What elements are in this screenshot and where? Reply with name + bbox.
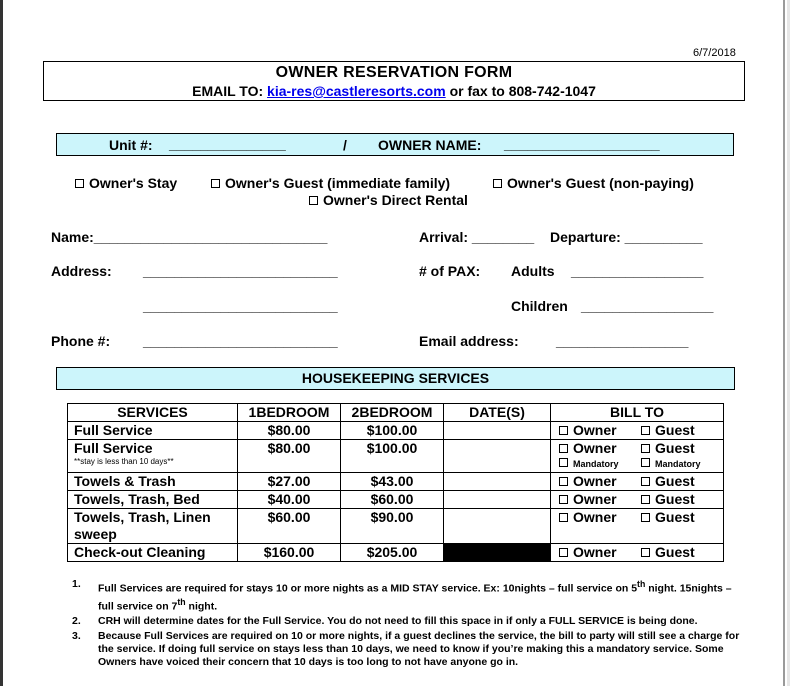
price-1bedroom: $60.00 [238, 509, 341, 544]
table-row [68, 422, 724, 440]
checkbox-icon[interactable] [641, 513, 650, 522]
checkbox-icon[interactable] [559, 495, 568, 504]
service-name: Towels & Trash [68, 473, 238, 491]
pax-label: # of PAX: [419, 263, 481, 279]
checkbox-icon[interactable] [309, 196, 318, 205]
bill-guest-option[interactable]: Guest [641, 509, 695, 525]
price-2bedroom: $43.00 [341, 473, 444, 491]
bill-to-cell [551, 509, 724, 544]
checkbox-icon[interactable] [641, 548, 650, 557]
bill-owner-option[interactable]: Owner [559, 509, 641, 526]
price-2bedroom: $205.00 [341, 544, 444, 562]
arrival-field[interactable]: Arrival: ________ [419, 229, 535, 245]
address-field-2[interactable]: _________________________ [143, 298, 338, 314]
email-label: Email address: [419, 333, 519, 349]
table-row [68, 473, 724, 491]
bill-guest-option[interactable]: Guest [641, 491, 695, 507]
price-1bedroom: $80.00 [238, 422, 341, 440]
children-field[interactable]: _________________ [581, 298, 714, 314]
form-date: 6/7/2018 [693, 47, 736, 59]
checkbox-icon[interactable] [559, 444, 568, 453]
phone-label: Phone #: [51, 333, 111, 349]
bill-owner-option[interactable]: Owner [559, 440, 641, 456]
service-name-cont: sweep [74, 526, 117, 542]
services-table [67, 403, 724, 562]
checkbox-icon[interactable] [559, 513, 568, 522]
header-1bedroom: 1BEDROOM [238, 404, 341, 422]
price-2bedroom: $100.00 [341, 422, 444, 440]
bill-guest-option[interactable]: Guest [641, 440, 695, 456]
form-title: OWNER RESERVATION FORM [275, 64, 513, 81]
bill-owner-option[interactable]: Owner [559, 544, 641, 561]
header-dates: DATE(S) [444, 404, 551, 422]
email-link[interactable]: kia-res@castleresorts.com [267, 83, 446, 99]
fax-text: or fax to 808-742-1047 [449, 83, 596, 99]
dates-cell[interactable] [444, 491, 551, 509]
owner-name-field[interactable]: ____________________ [504, 136, 660, 152]
checkbox-icon[interactable] [641, 477, 650, 486]
price-2bedroom: $60.00 [341, 491, 444, 509]
price-1bedroom: $40.00 [238, 491, 341, 509]
owner-mandatory-option[interactable]: Mandatory [559, 456, 641, 472]
address-field-1[interactable]: _________________________ [143, 263, 338, 279]
service-name: Towels, Trash, Bed [68, 491, 238, 509]
service-name: Full Service [68, 422, 238, 440]
service-note: **stay is less than 10 days** [74, 457, 174, 466]
note-text: night. 15nights – full service on 7 [98, 582, 732, 612]
phone-field[interactable]: _________________________ [143, 333, 338, 349]
option-owners-stay[interactable]: Owner's Stay [75, 175, 177, 191]
note-text: Full Services are required for stays 10 or more nights as a MID STAY service. Ex: 10nights – full service on 5 [98, 582, 638, 595]
checkbox-icon[interactable] [211, 179, 220, 188]
header-services: SERVICES [68, 404, 238, 422]
children-label: Children [511, 298, 568, 314]
price-1bedroom: $160.00 [238, 544, 341, 562]
housekeeping-title: HOUSEKEEPING SERVICES [56, 367, 735, 390]
name-field[interactable]: Name:______________________________ [51, 229, 328, 245]
unit-field[interactable]: _______________ [169, 136, 286, 152]
dates-cell[interactable] [444, 473, 551, 491]
departure-field[interactable]: Departure: __________ [550, 229, 703, 245]
note-sup: th [177, 596, 186, 607]
note-item [72, 578, 744, 613]
bill-guest-option[interactable]: Guest [641, 544, 695, 560]
note-number: 1. [72, 578, 81, 590]
option-owners-guest-nonpaying[interactable]: Owner's Guest (non-paying) [493, 175, 694, 191]
checkbox-icon[interactable] [493, 179, 502, 188]
price-2bedroom: $90.00 [341, 509, 444, 544]
table-row [68, 509, 724, 544]
checkbox-icon[interactable] [641, 458, 650, 467]
email-field[interactable]: _________________ [556, 333, 689, 349]
checkbox-icon[interactable] [75, 179, 84, 188]
bill-to-cell [551, 422, 724, 440]
note-text: CRH will determine dates for the Full Service. You do not need to fill this space in if only a FULL SERVICE is being done. [98, 615, 698, 627]
table-row [68, 440, 724, 473]
table-row [68, 491, 724, 509]
table-row [68, 544, 724, 562]
service-name: Check-out Cleaning [68, 544, 238, 562]
checkbox-icon[interactable] [641, 426, 650, 435]
note-item [72, 630, 744, 669]
option-owners-direct-rental[interactable]: Owner's Direct Rental [309, 192, 468, 208]
bill-owner-option[interactable]: Owner [559, 491, 641, 508]
address-label: Address: [51, 263, 112, 279]
note-number: 3. [72, 630, 81, 642]
owner-name-label: OWNER NAME: [378, 137, 482, 153]
adults-label: Adults [511, 263, 555, 279]
note-number: 2. [72, 615, 81, 627]
bill-owner-option[interactable]: Owner [559, 422, 641, 439]
title-box [43, 61, 745, 101]
service-name: Towels, Trash, Linen [74, 509, 211, 525]
checkbox-icon[interactable] [559, 458, 568, 467]
checkbox-icon[interactable] [641, 495, 650, 504]
dates-cell[interactable] [444, 422, 551, 440]
note-text: Because Full Services are required on 10 or more nights, if a guest declines the service, the bill to party will still see a charge for the service. If doing full service on stays less than 10 days, we need to know if you’re making this a mandatory service. Some Owners have voiced their concern that 10 days is too long to not have anyone go in. [98, 630, 740, 668]
bill-to-cell [551, 473, 724, 491]
price-1bedroom: $27.00 [238, 473, 341, 491]
checkbox-icon[interactable] [641, 444, 650, 453]
option-owners-guest-family[interactable]: Owner's Guest (immediate family) [211, 175, 450, 191]
guest-mandatory-option[interactable]: Mandatory [641, 459, 701, 469]
bill-owner-option[interactable]: Owner [559, 473, 641, 490]
dates-cell[interactable] [444, 440, 551, 473]
bill-to-cell [551, 544, 724, 562]
checkbox-icon[interactable] [559, 548, 568, 557]
email-line [44, 83, 744, 99]
dates-cell[interactable] [444, 509, 551, 544]
dates-cell-blocked [444, 544, 551, 562]
unit-label: Unit #: [109, 137, 153, 153]
adults-field[interactable]: _________________ [571, 263, 704, 279]
note-sup: th [637, 579, 646, 589]
bill-guest-option[interactable]: Guest [641, 473, 695, 489]
window-left-border [0, 0, 3, 686]
price-1bedroom: $80.00 [238, 440, 341, 473]
checkbox-icon[interactable] [559, 426, 568, 435]
email-prefix: EMAIL TO: [192, 83, 264, 99]
service-name-cell [68, 509, 238, 544]
header-bill-to: BILL TO [551, 404, 724, 422]
price-2bedroom: $100.00 [341, 440, 444, 473]
service-name: Full Service [74, 440, 153, 456]
slash-separator: / [343, 137, 347, 153]
note-item [72, 615, 744, 628]
table-header-row [68, 404, 724, 422]
bill-to-cell [551, 440, 724, 473]
bill-guest-option[interactable]: Guest [641, 422, 695, 438]
window-right-border [783, 0, 785, 686]
service-name-cell [68, 440, 238, 473]
note-text: night. [185, 600, 218, 612]
notes-list [72, 578, 744, 671]
unit-owner-bar [56, 133, 734, 156]
header-2bedroom: 2BEDROOM [341, 404, 444, 422]
checkbox-icon[interactable] [559, 477, 568, 486]
bill-to-cell [551, 491, 724, 509]
